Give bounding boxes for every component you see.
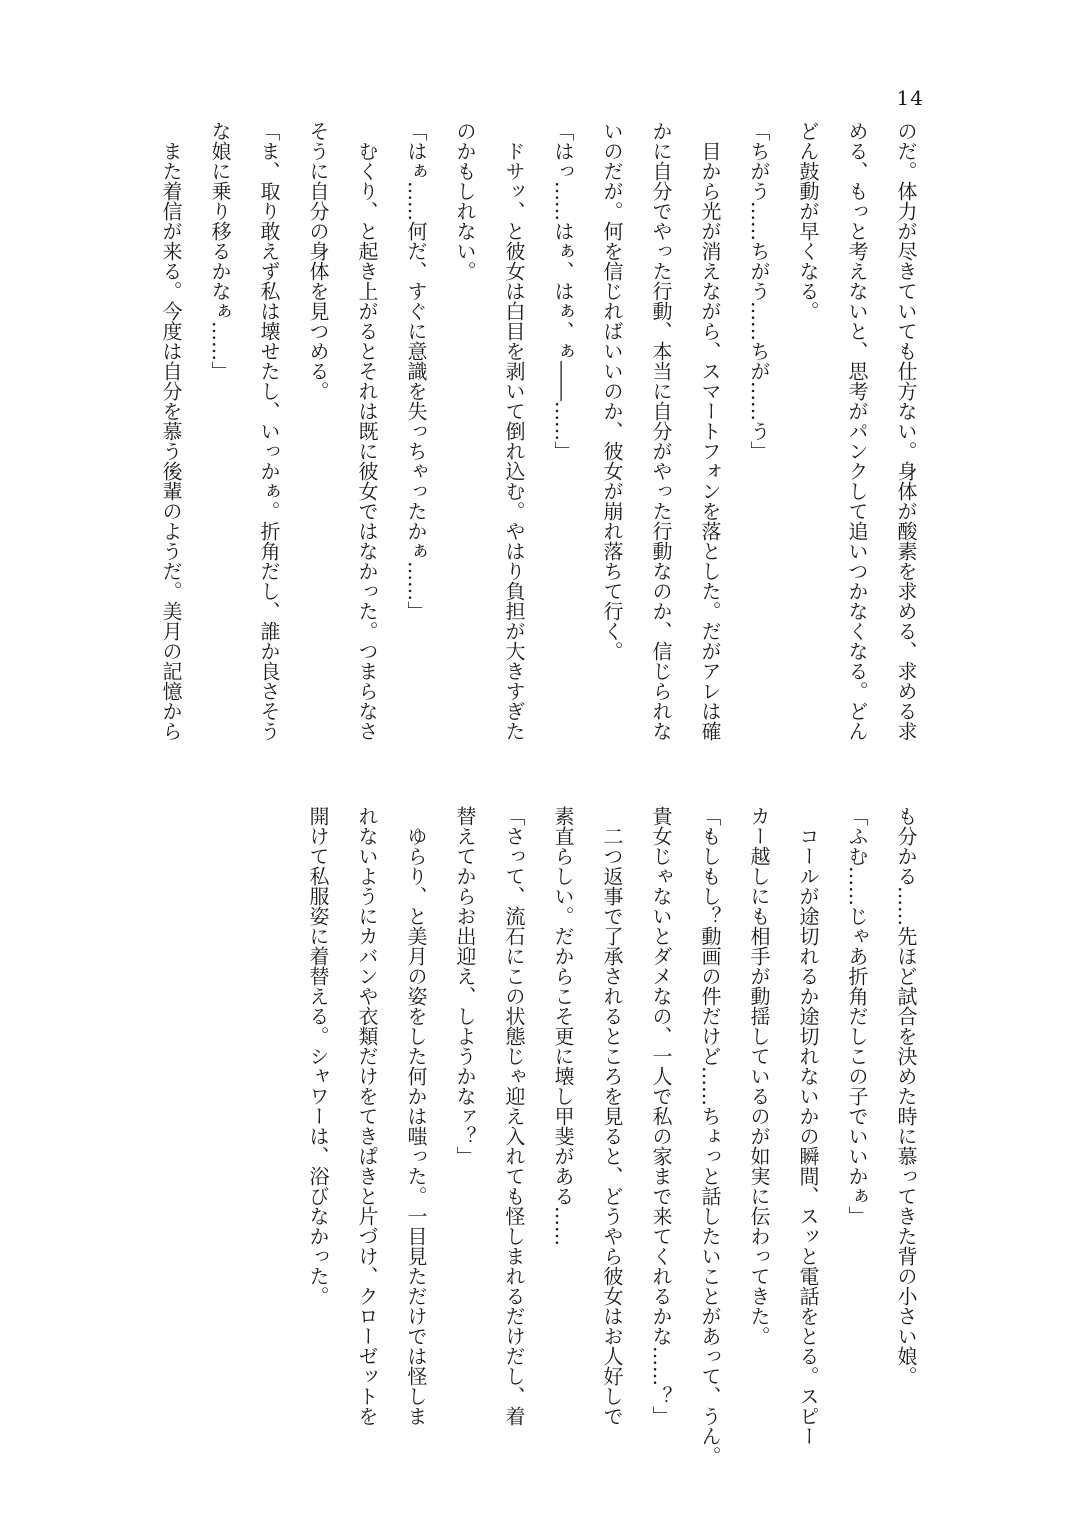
text-block-top bbox=[146, 121, 930, 755]
text-column: ドサッ、と彼女は白目を剥いて倒れ込む。やはり負担が大きすぎた bbox=[502, 121, 526, 741]
text-column: のかもしれない。 bbox=[453, 121, 477, 281]
text-column: 貴女じゃないとダメなの、一人で私の家まで来てくれるかな……？」 bbox=[649, 806, 673, 1426]
text-column: のだ。体力が尽きていても仕方ない。身体が酸素を求める、求める求 bbox=[894, 121, 918, 741]
text-column: 二つ返事で了承されるところを見ると、どうやら彼女はお人好しで bbox=[600, 806, 624, 1426]
text-column: める、もっと考えないと、思考がパンクして追いつかなくなる。どん bbox=[845, 121, 869, 741]
page-number: 14 bbox=[896, 86, 924, 110]
text-column: 「はっ……はぁ、はぁ、ぁ――……」 bbox=[551, 121, 575, 461]
text-column: 素直らしい。だからこそ更に壊し甲斐がある…… bbox=[551, 806, 575, 1246]
text-column: むくり、と起き上がるとそれは既に彼女ではなかった。つまらなさ bbox=[355, 121, 379, 741]
text-column: どん鼓動が早くなる。 bbox=[796, 121, 820, 321]
text-column: かに自分でやった行動、本当に自分がやった行動なのか、信じられな bbox=[649, 121, 673, 741]
text-column: 「ふむ……じゃあ折角だしこの子でいいかぁ」 bbox=[845, 806, 869, 1226]
text-block-bottom bbox=[293, 806, 930, 1466]
text-column: ゆらり、と美月の姿をした何かは嗤った。一目見ただけでは怪しま bbox=[404, 806, 428, 1426]
text-column: また着信が来る。今度は自分を慕う後輩のようだ。美月の記憶から bbox=[159, 121, 183, 741]
text-column: 「さって、流石にこの状態じゃ迎え入れても怪しまれるだけだし、着 bbox=[502, 806, 526, 1426]
text-column: 「もしもし？動画の件だけど……ちょっと話したいことがあって、うん。 bbox=[698, 806, 722, 1466]
text-column: な娘に乗り移るかなぁ……」 bbox=[208, 121, 232, 381]
text-column: 目から光が消えながら、スマートフォンを落とした。だがアレは確 bbox=[698, 121, 722, 741]
text-column: も分かる……先ほど試合を決めた時に慕ってきた背の小さい娘。 bbox=[894, 806, 918, 1386]
text-column: いのだが。何を信じればいいのか、彼女が崩れ落ちて行く。 bbox=[600, 121, 624, 661]
text-column: 「ちがう……ちがう……ちが……う」 bbox=[747, 121, 771, 461]
text-column: カー越しにも相手が動揺しているのが如実に伝わってきた。 bbox=[747, 806, 771, 1346]
text-column: れないようにカバンや衣類だけをてきぱきと片づけ、クローゼットを bbox=[355, 806, 379, 1426]
text-column: 替えてからお出迎え、しようかなァ？」 bbox=[453, 806, 477, 1166]
text-column: 「ま、取り敢えず私は壊せたし、いっかぁ。折角だし、誰か良さそう bbox=[257, 121, 281, 741]
text-column: 開けて私服姿に着替える。シャワーは、浴びなかった。 bbox=[306, 806, 330, 1306]
text-column: コールが途切れるか途切れないかの瞬間、スッと電話をとる。スピー bbox=[796, 806, 820, 1446]
text-column: そうに自分の身体を見つめる。 bbox=[306, 121, 330, 401]
text-column: 「はぁ……何だ、すぐに意識を失っちゃったかぁ……」 bbox=[404, 121, 428, 621]
